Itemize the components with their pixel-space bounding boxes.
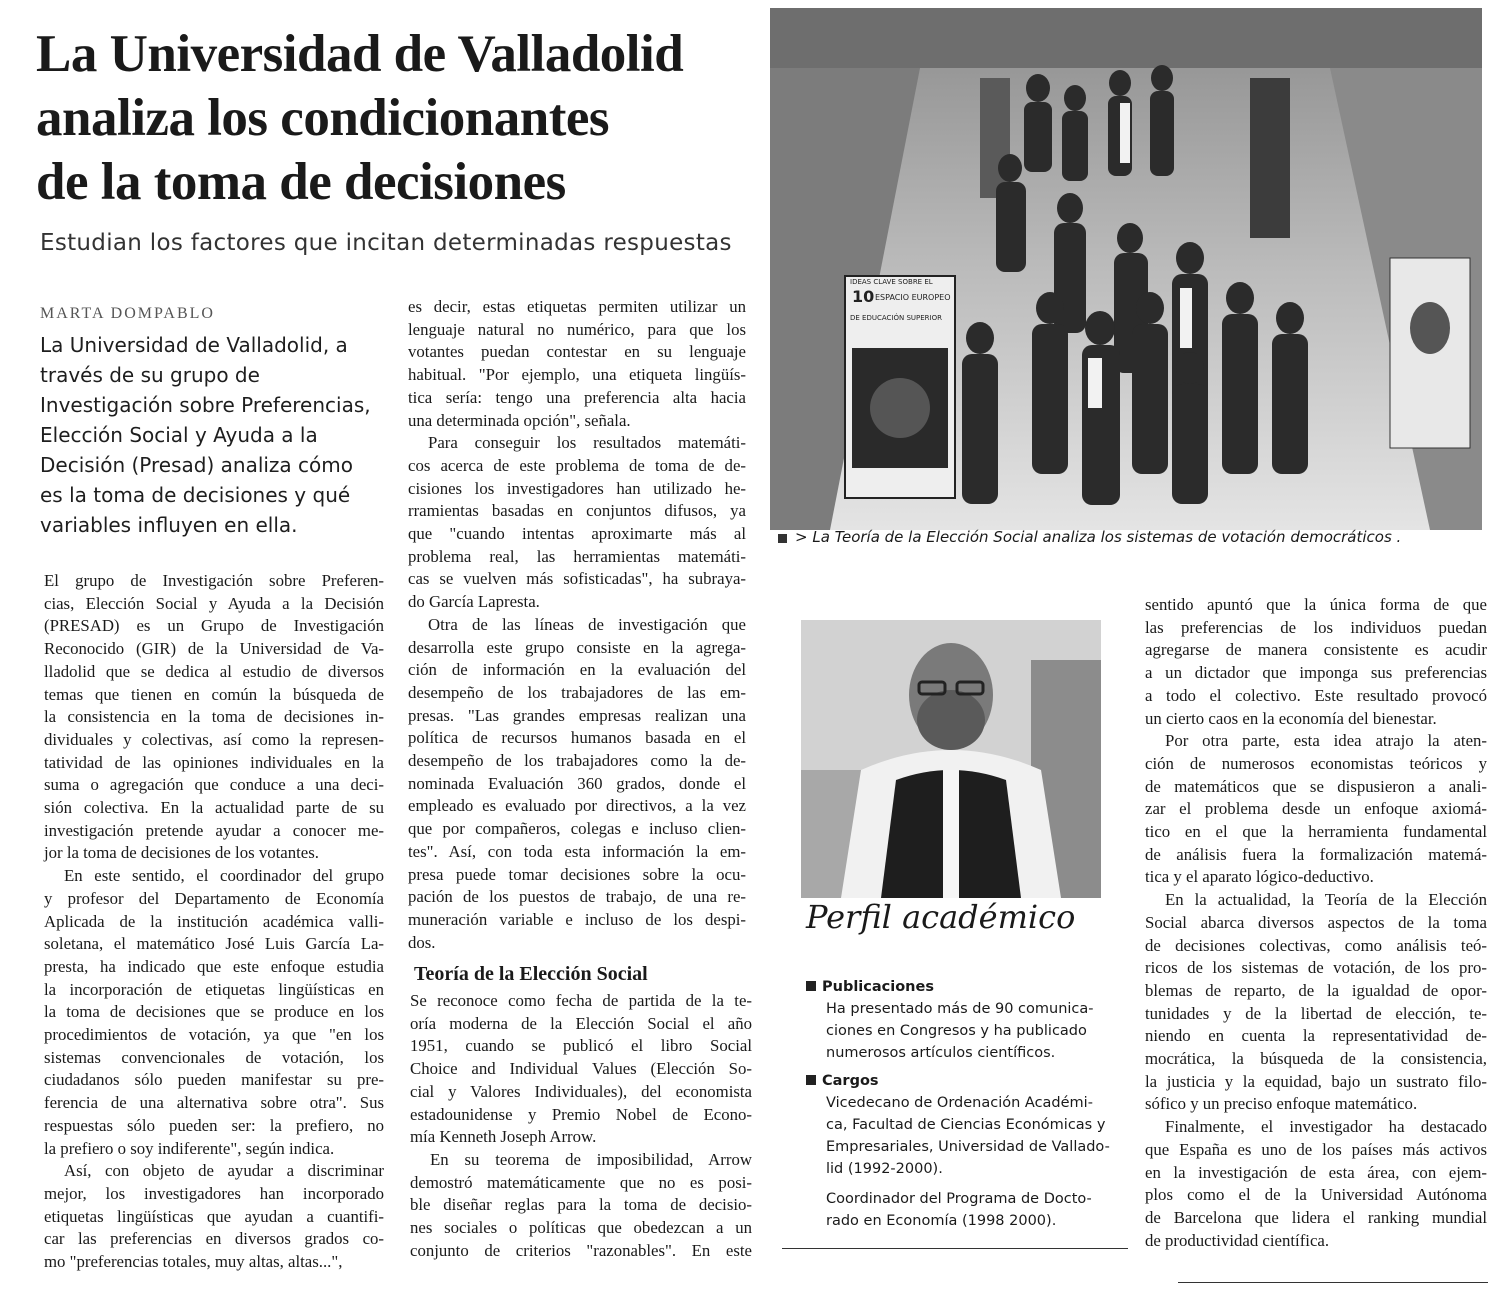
subheadline: Estudian los factores que incitan determinadas respuestas <box>40 230 732 256</box>
body-line: tico en el que la herramienta fundamental <box>1145 822 1487 842</box>
body-line: tatividad de las opiniones individuales en la <box>44 752 384 772</box>
body-line: mocrática, la búsqueda de la consistencia, <box>1145 1049 1487 1069</box>
lead-line: es la toma de decisiones y qué <box>40 483 351 507</box>
body-line: mía Kenneth Joseph Arrow. <box>410 1127 597 1147</box>
body-line: Choice and Individual Values (Elección So- <box>410 1059 752 1079</box>
lead-line: través de su grupo de <box>40 363 260 387</box>
body-line: que "cuando intentas aproximarte más al <box>408 524 746 544</box>
body-line: Aplicada de la institución académica valli- <box>44 911 384 931</box>
body-line: ciudadanos sólo pueden manifestar su pre- <box>44 1070 384 1090</box>
profile-title: Perfil académico <box>806 898 1076 936</box>
body-line: de decisiones colectivas, como análisis teó- <box>1145 935 1487 955</box>
body-line: de Barcelona que lidera el ranking mundial <box>1145 1207 1487 1227</box>
body-line: Reconocido (GIR) de la Universidad de Va- <box>44 639 384 659</box>
body-line: El grupo de Investigación sobre Preferen- <box>44 571 384 590</box>
body-line: soletana, el matemático José Luis García La- <box>44 934 384 954</box>
headline-line-1: La Universidad de Valladolid <box>36 25 684 83</box>
body-line: dos. <box>408 932 436 952</box>
body-line: tica sería: tengo una preferencia alta hacia <box>408 387 746 407</box>
body-line: votantes puedan contestar en su lenguaje <box>408 342 746 362</box>
body-line: En la actualidad, la Teoría de la Elección <box>1165 890 1487 910</box>
positions-heading: Cargos <box>806 1070 1106 1092</box>
body-line: la incorporación de etiquetas lingüísticas en <box>44 979 384 999</box>
body-line: En este sentido, el coordinador del grupo <box>64 866 384 886</box>
body-line: política de recursos humanos basada en el <box>408 728 746 748</box>
body-line: temas que tienen en común la búsqueda de <box>44 684 384 704</box>
byline: MARTA DOMPABLO <box>40 305 215 322</box>
profile-line: rado en Economía (1998 2000). <box>826 1213 1057 1229</box>
body-line: de matemáticos que se dispusieron a anali- <box>1145 776 1487 796</box>
hallway-photo-graphic <box>770 8 1482 530</box>
body-line: en la investigación de esta área, con ejem- <box>1145 1162 1487 1182</box>
body-line: es decir, estas etiquetas permiten utilizar un <box>408 297 746 316</box>
body-line: las preferencias de los individuos puedan <box>1145 617 1487 637</box>
body-line: ción de numerosos economistas teóricos y <box>1145 753 1487 773</box>
body-line: que España es uno de los países más activos <box>1145 1139 1487 1159</box>
body-line: cas se vuelven más sofisticadas", ha subraya- <box>408 569 746 589</box>
body-line: nominada Evaluación 360 grados, donde el <box>408 773 746 793</box>
profile-line: Empresariales, Universidad de Vallado- <box>826 1139 1110 1155</box>
body-line: cial y Valores Individuales), del economista <box>410 1081 752 1101</box>
body-line: tica y el aparato lógico-deductivo. <box>1145 867 1374 887</box>
lead-line: La Universidad de Valladolid, a <box>40 333 348 357</box>
body-line: presta, ha indicado que este enfoque estudia <box>44 956 384 976</box>
hallway-photo <box>770 8 1482 530</box>
body-line: tunidades y de la libertad de elección, te- <box>1145 1003 1487 1023</box>
lead-line: Elección Social y Ayuda a la <box>40 423 318 447</box>
profile-line: lid (1992-2000). <box>826 1161 943 1177</box>
body-column-3 <box>1145 594 1487 1252</box>
body-line: dividuales y colectivas, así como la represen- <box>44 729 384 749</box>
body-line: de productividad científica. <box>1145 1230 1330 1250</box>
body-line: estadounidense y Premio Nobel de Econo- <box>410 1104 752 1124</box>
divider <box>1178 1282 1488 1283</box>
body-line: ción de información en la evaluación del <box>408 660 746 680</box>
poster-line-3: DE EDUCACIÓN SUPERIOR <box>850 314 942 322</box>
body-line: desempeño de los trabajadores como la de- <box>408 751 746 771</box>
body-line: lenguaje natural no numérico, para que los <box>408 319 746 339</box>
body-line: conjunto de criterios "razonables". En este <box>410 1240 752 1260</box>
body-line: Por otra parte, esta idea atrajo la aten- <box>1165 731 1487 751</box>
body-line: nes sociales o políticas que obedezcan a un <box>410 1218 752 1238</box>
profile-box <box>806 976 1110 1232</box>
body-column-1 <box>44 570 384 1274</box>
body-line: rramientas basadas en conjuntos difusos, ya <box>408 501 746 521</box>
body-line: oría moderna de la Elección Social el año <box>410 1013 752 1033</box>
body-line: empleado es evaluado por directivos, a la vez <box>408 796 746 816</box>
portrait-photo <box>801 620 1101 898</box>
profile-line: Vicedecano de Ordenación Académi- <box>826 1095 1093 1111</box>
body-line: muneración variable e incluso de los despi- <box>408 909 746 929</box>
body-line: ricos de los sistemas de votación, de los pro- <box>1145 958 1487 978</box>
body-line: habitual. "Por ejemplo, una etiqueta lingüís- <box>408 365 746 385</box>
poster-number: 10 <box>852 287 875 306</box>
photo-caption-text: > La Teoría de la Elección Social analiza los sistemas de votación democráticos . <box>795 528 1402 546</box>
body-line: la consistencia en la toma de decisiones in- <box>44 707 384 727</box>
body-line: mo "preferencias totales, muy altas, altas...", <box>44 1252 343 1272</box>
body-line: etiquetas lingüísticas que ayudan a cuantifi- <box>44 1206 384 1226</box>
body-line: de análisis fuera la formalización matemá- <box>1145 844 1487 864</box>
divider <box>782 1248 1128 1249</box>
portrait-graphic <box>801 620 1101 898</box>
poster-heading: IDEAS CLAVE SOBRE EL <box>850 278 933 286</box>
body-line: cos acerca de este problema de toma de de- <box>408 455 746 475</box>
body-line: presas. "Las grandes empresas realizan una <box>408 705 746 725</box>
lead-line: Decisión (Presad) analiza cómo <box>40 453 353 477</box>
body-line: a todo el colectivo. Este resultado provocó <box>1145 685 1487 705</box>
headline <box>36 22 736 214</box>
body-line: zar el problema desde un enfoque axiomá- <box>1145 799 1487 819</box>
body-line: Para conseguir los resultados matemáti- <box>428 433 746 453</box>
body-line: sentido apuntó que la única forma de que <box>1145 595 1487 614</box>
body-line: niendo en cuenta la representatividad de- <box>1145 1026 1487 1046</box>
body-line: sistemas convencionales de votación, los <box>44 1047 384 1067</box>
body-line: problema real, las herramientas matemáti- <box>408 546 746 566</box>
body-line: Social abarca diversos aspectos de la toma <box>1145 912 1487 932</box>
body-line: car las preferencias en diversos grados co- <box>44 1229 384 1249</box>
body-line: agregarse de manera consistente es acudir <box>1145 640 1487 660</box>
body-line: demostró matemáticamente que no es posi- <box>410 1172 752 1192</box>
body-column-2 <box>408 296 746 954</box>
body-line: En su teorema de imposibilidad, Arrow <box>430 1149 752 1169</box>
body-line: Finalmente, el investigador ha destacado <box>1165 1117 1487 1137</box>
profile-line: Ha presentado más de 90 comunica- <box>826 1001 1094 1017</box>
body-line: suma o agregación que conduce a una deci- <box>44 775 384 795</box>
body-line: blemas de reparto, de la igualdad de opor- <box>1145 980 1487 1000</box>
body-line: y profesor del Departamento de Economía <box>44 888 384 908</box>
body-line: respuestas sólo pueden ser: la prefiero, no <box>44 1115 384 1135</box>
body-line: investigación pretende ayudar a conocer me- <box>44 820 384 840</box>
lead-line: variables influyen en ella. <box>40 513 298 537</box>
lead-paragraph <box>40 330 385 540</box>
body-line: desarrolla este grupo consiste en la agrega- <box>408 637 746 657</box>
body-line: una determinada opción", señala. <box>408 410 631 430</box>
body-line: plos como el de la Universidad Autónoma <box>1145 1185 1487 1205</box>
body-line: cias, Elección Social y Ayuda a la Decisión <box>44 593 384 613</box>
body-line: Se reconoce como fecha de partida de la te- <box>410 991 752 1010</box>
headline-line-2: analiza los condicionantes <box>36 89 610 147</box>
lead-line: Investigación sobre Preferencias, <box>40 393 371 417</box>
poster-line-2: ESPACIO EUROPEO <box>875 293 951 302</box>
profile-line: Coordinador del Programa de Docto- <box>826 1191 1092 1207</box>
publications-heading: Publicaciones <box>806 976 1106 998</box>
body-line: un cierto caos en la economía del bienestar. <box>1145 708 1437 728</box>
body-line: la toma de decisiones que se produce en los <box>44 1002 384 1022</box>
photo-caption <box>778 528 1401 546</box>
profile-line: ca, Facultad de Ciencias Económicas y <box>826 1117 1106 1133</box>
body-line: sófico y un preciso enfoque matemático. <box>1145 1094 1418 1114</box>
body-line: la justicia y la equidad, bajo un sustrato filo- <box>1145 1071 1487 1091</box>
body-line: jor la toma de decisiones de los votantes. <box>44 843 319 863</box>
body-line: ble diseñar reglas para la toma de decisio- <box>410 1195 752 1215</box>
headline-line-3: de la toma de decisiones <box>36 153 566 211</box>
body-line: mejor, los investigadores han incorporado <box>44 1183 384 1203</box>
body-line: cisiones los investigadores han utilizado he- <box>408 478 746 498</box>
body-line: Así, con objeto de ayudar a discriminar <box>64 1161 384 1181</box>
body-line: Otra de las líneas de investigación que <box>428 614 746 634</box>
body-line: do García Lapresta. <box>408 592 540 612</box>
body-line: sión colectiva. En la actualidad parte de su <box>44 798 384 818</box>
body-line: procedimientos de votación, ya que "en los <box>44 1025 384 1045</box>
body-line: lladolid que se dedica al estudio de diversos <box>44 661 384 681</box>
body-line: la prefiero o soy indiferente", según indica. <box>44 1138 335 1158</box>
body-column-2-section <box>410 990 752 1262</box>
body-line: tes". Así, con toda esta información la em- <box>408 841 746 861</box>
body-line: desempeño de los trabajadores de las em- <box>408 682 746 702</box>
body-line: ferencia de una alternativa sobre otra". Sus <box>44 1093 384 1113</box>
body-line: que por compañeros, colegas e incluso clien- <box>408 819 746 839</box>
body-line: presa puede tomar decisiones sobre la ocu- <box>408 864 746 884</box>
profile-line: ciones en Congresos y ha publicado <box>826 1023 1087 1039</box>
body-line: (PRESAD) es un Grupo de Investigación <box>44 616 384 636</box>
body-line: pación de los puestos de trabajo, de una re- <box>408 887 746 907</box>
body-line: 1951, cuando se publicó el libro Social <box>410 1036 752 1056</box>
body-line: a un dictador que imponga sus preferencias <box>1145 663 1487 683</box>
section-title: Teoría de la Elección Social <box>414 963 648 985</box>
profile-line: numerosos artículos científicos. <box>826 1045 1056 1061</box>
caption-bullet-icon <box>778 534 787 543</box>
